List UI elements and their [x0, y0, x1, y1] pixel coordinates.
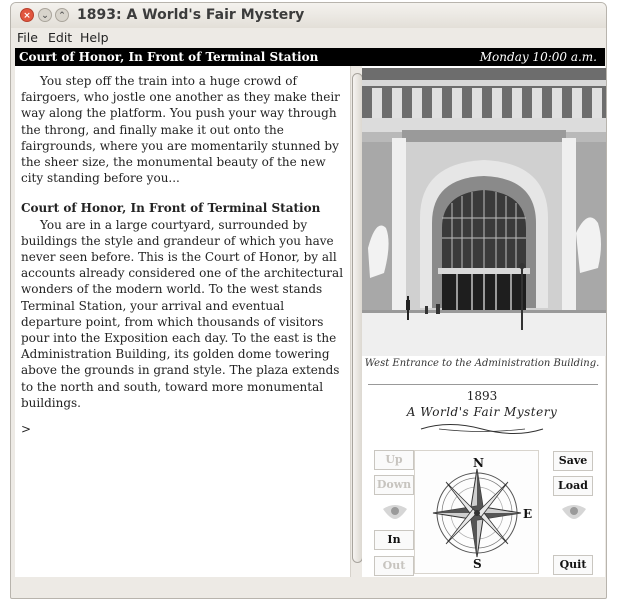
menu-edit[interactable]: Edit	[48, 30, 73, 45]
compass-east[interactable]: E	[523, 507, 533, 521]
compass-rose[interactable]	[415, 451, 538, 573]
out-button[interactable]: Out	[374, 556, 414, 576]
room-description: You are in a large courtyard, surrounded by buildings the style and grandeur of which you have never seen before. This is the Court of Honor, by all accounts already considered one of the architectural wonders of the modern world. To the west stands Terminal Station, your arrival and eventual departure point, from which thousands of visitors pour into the Exposition each day. To the east is the Administration Building, its golden dome towering above the grounds in grand style. The plaza extends to the north and south, toward more monumental buildings.	[21, 217, 344, 410]
logo-subtitle: A World's Fair Mystery	[406, 405, 558, 419]
save-button[interactable]: Save	[553, 451, 593, 471]
compass-south[interactable]: S	[473, 557, 482, 571]
photo-caption: West Entrance to the Administration Building.	[364, 358, 600, 369]
menu-bar	[11, 28, 606, 47]
menu-file[interactable]: File	[17, 30, 38, 45]
room-title: Court of Honor, In Front of Terminal Station	[21, 201, 321, 216]
quit-button[interactable]: Quit	[553, 555, 593, 575]
up-button[interactable]: Up	[374, 450, 414, 470]
logo-flourish	[419, 422, 545, 436]
intro-text: You step off the train into a huge crowd of fairgoers, who jostle one another as they make their way along the platform. You push your way through the throng, and finally make it out onto the fairgrounds, where you are momentarily stunned by the sheer size, the monumental beauty of the new city standing before you...	[21, 74, 340, 186]
close-window-button[interactable]: ×	[20, 8, 34, 22]
location-photo	[362, 68, 606, 356]
menu-help[interactable]: Help	[80, 30, 109, 45]
graphics-pane	[362, 66, 605, 577]
minimize-window-button[interactable]: ⌄	[38, 8, 52, 22]
listen-icon[interactable]	[561, 503, 587, 521]
command-prompt[interactable]: >	[21, 422, 32, 437]
compass-north[interactable]: N	[473, 456, 484, 470]
transcript-pane[interactable]	[15, 66, 350, 577]
title-bar[interactable]	[11, 3, 606, 28]
maximize-window-button[interactable]: ⌃	[55, 8, 69, 22]
pane-divider	[368, 384, 598, 385]
window-title: 1893: A World's Fair Mystery	[77, 7, 305, 23]
load-button[interactable]: Load	[553, 476, 593, 496]
compass-panel	[414, 450, 539, 574]
app-window	[10, 2, 607, 599]
down-button[interactable]: Down	[374, 475, 414, 495]
look-icon[interactable]	[382, 503, 408, 521]
status-line	[15, 48, 605, 66]
status-time: Monday 10:00 a.m.	[479, 50, 597, 64]
status-location: Court of Honor, In Front of Terminal Station	[19, 50, 319, 64]
logo-year: 1893	[466, 389, 498, 403]
in-button[interactable]: In	[374, 530, 414, 550]
